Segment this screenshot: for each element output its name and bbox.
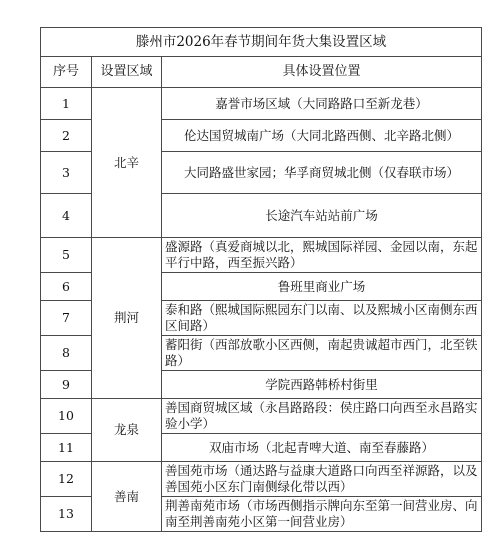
table-row xyxy=(41,462,482,497)
row-number: 7 xyxy=(41,301,92,336)
row-location: 大同路盛世家园；华孚商贸城北侧（仅春联市场） xyxy=(162,152,482,194)
row-number: 12 xyxy=(41,462,92,497)
row-location: 泰和路（熙城国际熙园东门以南、以及熙城小区南侧东西区间路） xyxy=(162,301,482,336)
row-location: 盛源路（真爱商城以北，熙城国际祥园、金园以南，东起平行中路，西至振兴路） xyxy=(162,238,482,273)
table-row xyxy=(41,399,482,434)
row-number: 1 xyxy=(41,88,92,120)
row-number: 2 xyxy=(41,120,92,152)
header-location: 具体设置位置 xyxy=(162,57,482,88)
table-row xyxy=(41,88,482,120)
row-number: 4 xyxy=(41,194,92,238)
market-area-table xyxy=(40,27,482,532)
row-number: 5 xyxy=(41,238,92,273)
region-jinghe: 荆河 xyxy=(92,238,162,399)
region-shannan: 善南 xyxy=(92,462,162,532)
row-number: 6 xyxy=(41,273,92,301)
table-title: 滕州市2026年春节期间年货大集设置区域 xyxy=(41,28,482,57)
row-number: 11 xyxy=(41,434,92,462)
row-number: 10 xyxy=(41,399,92,434)
row-location: 学院西路韩桥村街里 xyxy=(162,371,482,399)
row-location: 双庙市场（北起青啤大道、南至春藤路） xyxy=(162,434,482,462)
row-location: 伦达国贸城南广场（大同北路西侧、北辛路北侧） xyxy=(162,120,482,152)
row-location: 善国苑市场（通达路与益康大道路口向西至祥源路，以及善国苑小区东门南侧绿化带以西） xyxy=(162,462,482,497)
row-number: 3 xyxy=(41,152,92,194)
header-region: 设置区域 xyxy=(92,57,162,88)
row-number: 9 xyxy=(41,371,92,399)
row-location: 嘉誉市场区域（大同路路口至新龙巷） xyxy=(162,88,482,120)
row-location: 长途汽车站站前广场 xyxy=(162,194,482,238)
table-row xyxy=(41,238,482,273)
row-location: 鲁班里商业广场 xyxy=(162,273,482,301)
row-location: 善国商贸城区域（永昌路路段：侯庄路口向西至永昌路实验小学） xyxy=(162,399,482,434)
region-beixin: 北辛 xyxy=(92,88,162,238)
region-longquan: 龙泉 xyxy=(92,399,162,462)
header-number: 序号 xyxy=(41,57,92,88)
row-number: 13 xyxy=(41,497,92,532)
row-location: 荆善南苑市场（市场西侧指示牌向东至第一间营业房、向南至荆善南苑小区第一间营业房） xyxy=(162,497,482,532)
row-location: 蓄阳街（西部放歌小区西侧，南起贵诚超市西门，北至铁路） xyxy=(162,336,482,371)
row-number: 8 xyxy=(41,336,92,371)
